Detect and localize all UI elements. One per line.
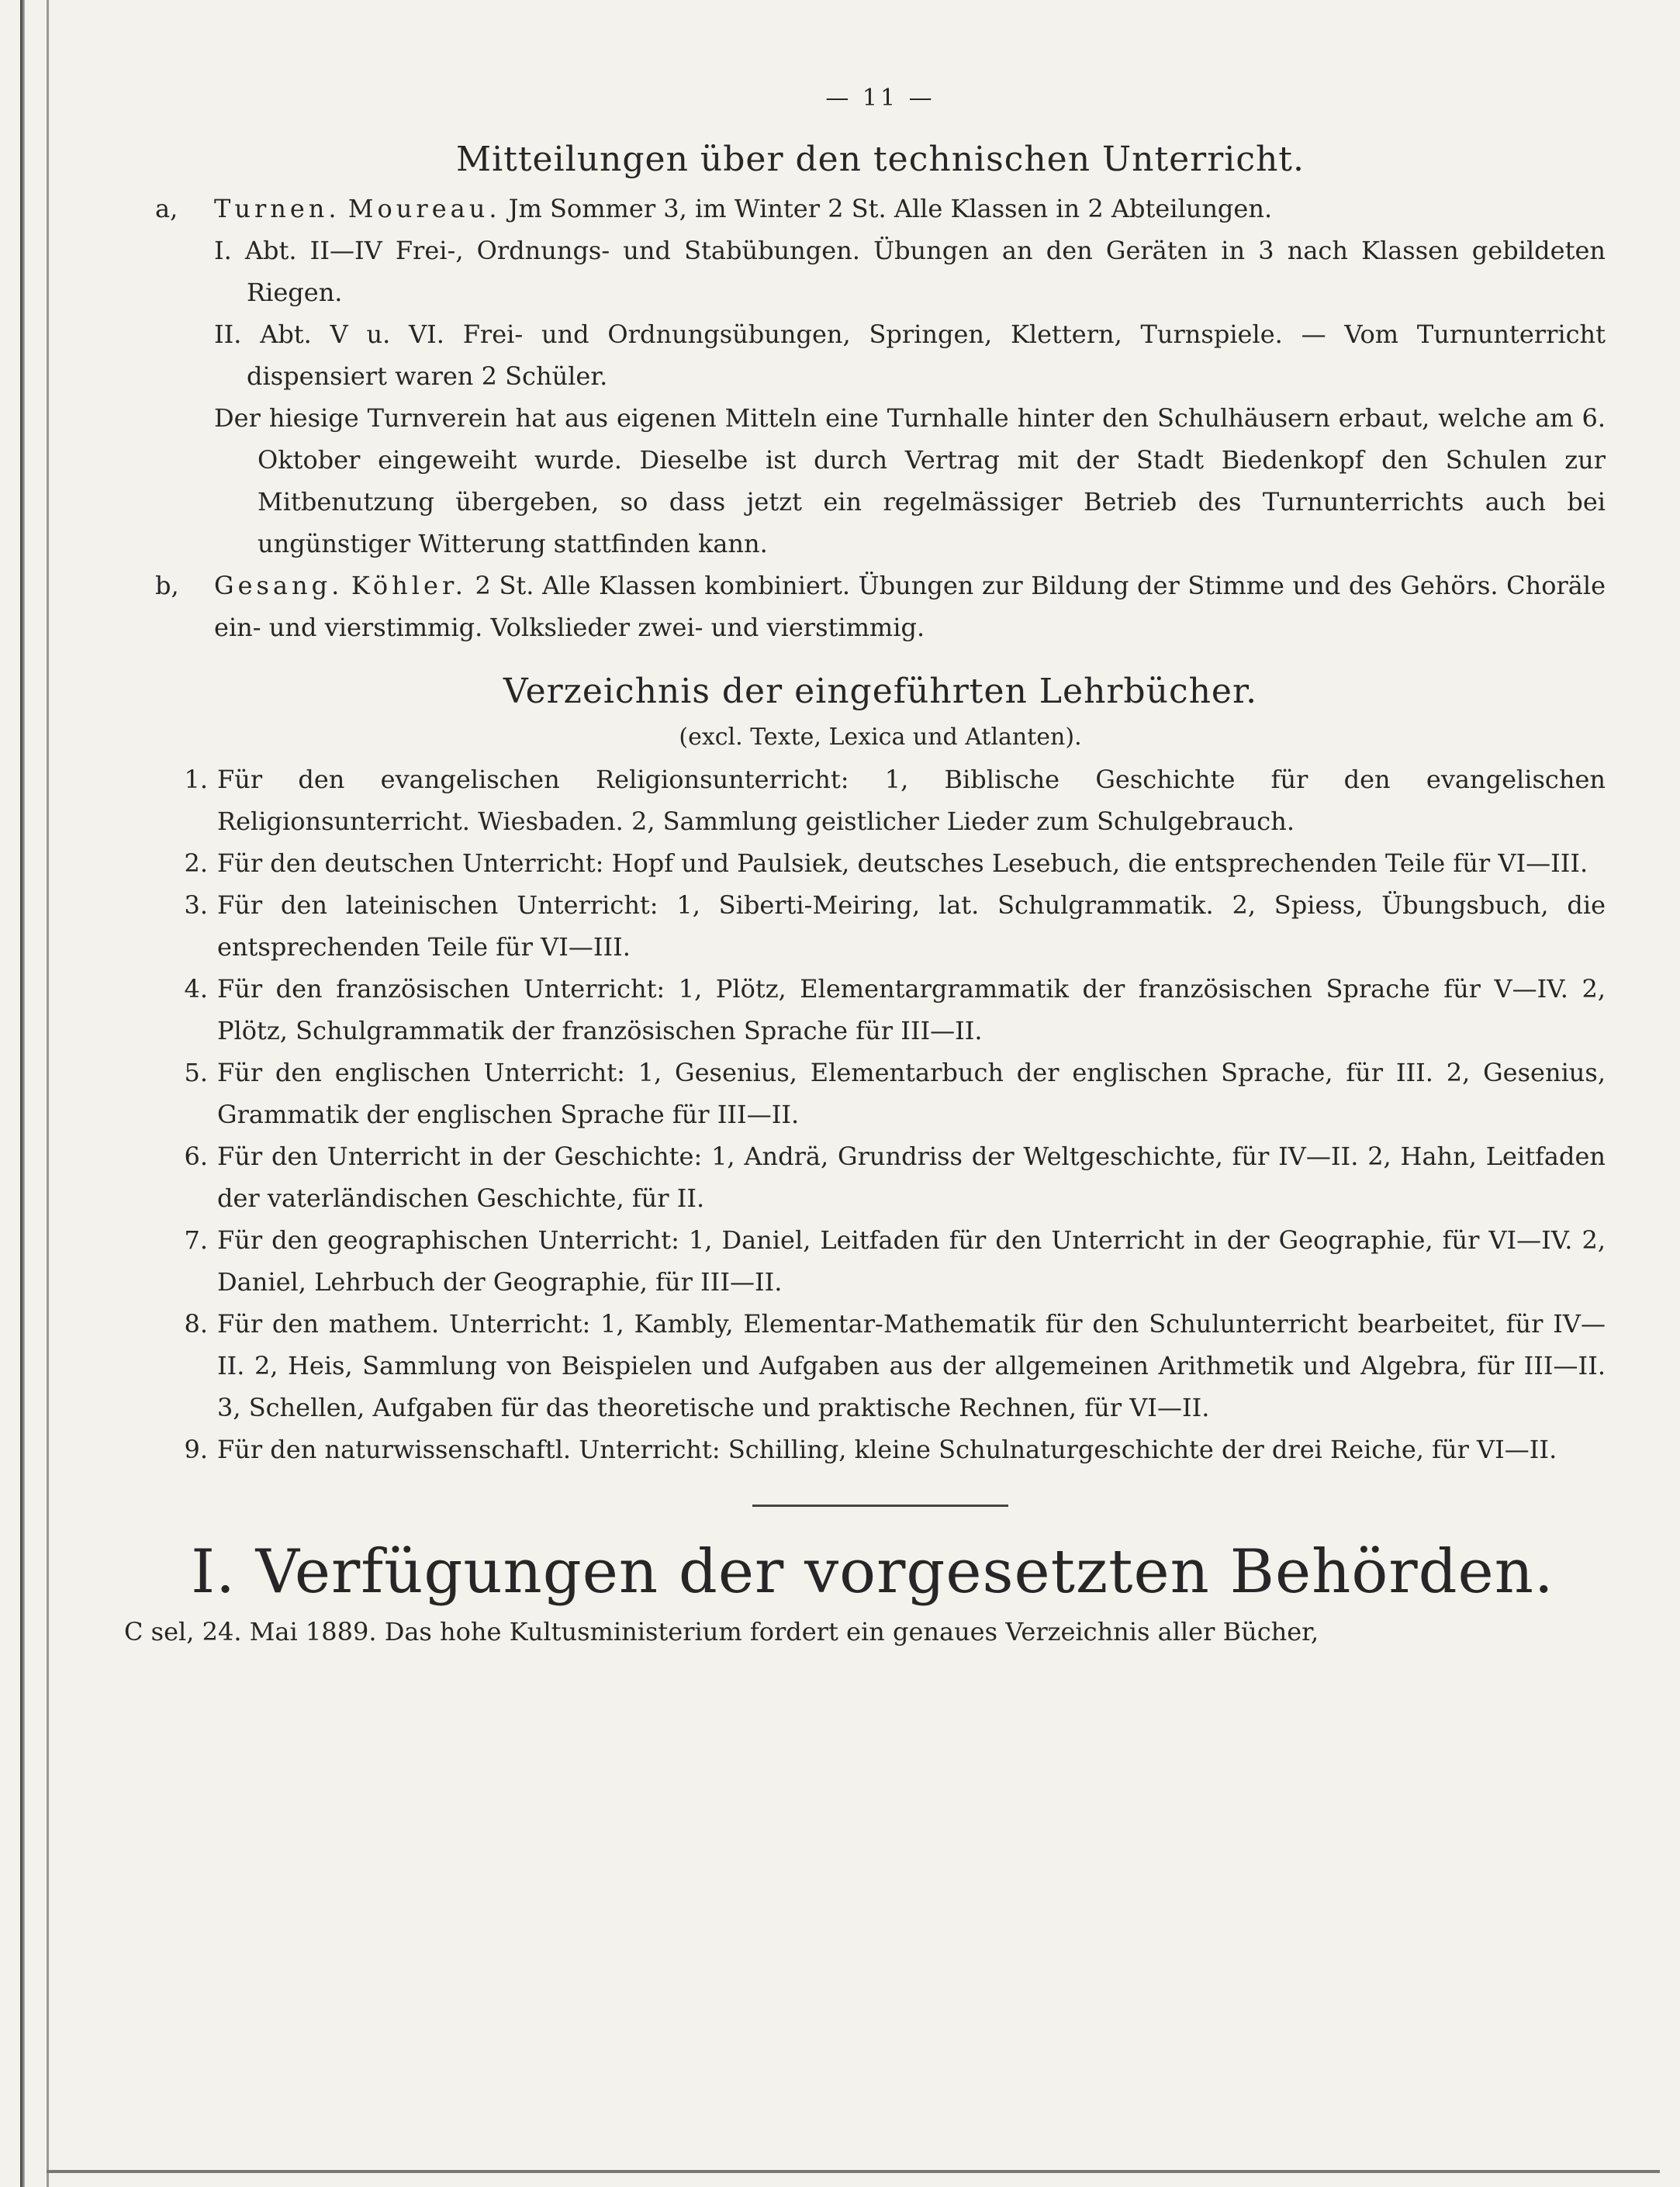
- section-ii-first-line: C sel, 24. Mai 1889. Das hohe Kultusministerium fordert ein genaues Verzeichnis aller Bücher,: [124, 1617, 1319, 1646]
- gesang-teacher: Köhler.: [351, 571, 467, 600]
- page-number: — 11 —: [825, 85, 935, 112]
- gesang-subject: Gesang.: [214, 571, 344, 600]
- list-item-text: Für den evangelischen Religionsunterricht: 1, Biblische Geschichte für den evangelischen Religionsunterricht. Wiesbaden. 2, Sammlung geistlicher Lieder zum Schulgebrauch.: [217, 765, 1606, 836]
- list-item-text: Für den Unterricht in der Geschichte: 1, Andrä, Grundriss der Weltgeschichte, für IV—II. 2, Hahn, Leitfaden der vaterländischen Geschichte, für II.: [217, 1142, 1606, 1213]
- turnen-subject: Turnen.: [214, 194, 340, 223]
- gesang-body: [214, 565, 1606, 648]
- turnen-text: Jm Sommer 3, im Winter 2 St. Alle Klassen in 2 Abteilungen.: [508, 194, 1273, 223]
- list-item: [155, 758, 1606, 842]
- list-item-text: Für den deutschen Unterricht: Hopf und Paulsiek, deutsches Lesebuch, die entsprechenden Teile für VI—III.: [217, 848, 1588, 878]
- list-item-number: 1.: [184, 765, 208, 794]
- list-item-number: 3.: [184, 890, 208, 920]
- scan-left-shadow: [47, 0, 49, 2187]
- list-item: [155, 1303, 1606, 1429]
- section-divider: [752, 1505, 1008, 1507]
- list-item: [155, 884, 1606, 968]
- textbooks-title: Verzeichnis der eingeführten Lehrbücher.: [503, 672, 1258, 711]
- list-item-number: 8.: [184, 1309, 208, 1339]
- turnen-abteilungen: [155, 230, 1606, 397]
- list-item: [155, 1135, 1606, 1219]
- textbook-list: [155, 758, 1606, 1470]
- list-item-text: Für den mathem. Unterricht: 1, Kambly, Elementar-Mathematik für den Schulunterricht bearbeitet, für IV—II. 2, Heis, Sammlung von Beispielen und Aufgaben aus der allgemeinen Arithmetik und Algebra, für III—II. 3, Schellen, Aufgaben für das theoretische und praktische Rechnen, für VI—II.: [217, 1309, 1606, 1422]
- list-item-text: Für den geographischen Unterricht: 1, Daniel, Leitfaden für den Unterricht in der Geographie, für VI—IV. 2, Daniel, Lehrbuch der Geographie, für III—II.: [217, 1225, 1606, 1297]
- scan-left-edge: [20, 0, 25, 2187]
- list-item: [155, 1052, 1606, 1135]
- list-item-number: 2.: [184, 848, 208, 878]
- turnen-abt-2: II. Abt. V u. VI. Frei- und Ordnungsübungen, Springen, Klettern, Turnspiele. — Vom Turnunterricht dispensiert waren 2 Schüler.: [214, 320, 1606, 391]
- list-item-number: 5.: [184, 1058, 208, 1087]
- turnen-marker: a,: [155, 194, 178, 223]
- gesang-paragraph: [155, 565, 1606, 648]
- document-page: [124, 78, 1606, 1653]
- turnhalle-note-text: Der hiesige Turnverein hat aus eigenen Mitteln eine Turnhalle hinter den Schulhäusern erbaut, welche am 6. Oktober eingeweiht wurde. Dieselbe ist durch Vertrag mit der Stadt Biedenkopf den Schulen zur Mitbenutzung übergeben, so dass jetzt ein regelmässiger Betrieb des Turnunterrichts auch bei ungünstiger Witterung stattfinden kann.: [214, 403, 1606, 558]
- gesang-text: 2 St. Alle Klassen kombiniert. Übungen zur Bildung der Stimme und des Gehörs. Choräle ein- und vierstimmig. Volkslieder zwei- und vierstimmig.: [214, 571, 1606, 642]
- list-item-number: 4.: [184, 974, 208, 1004]
- turnen-abt-1: I. Abt. II—IV Frei-, Ordnungs- und Stabübungen. Übungen an den Geräten in 3 nach Klassen gebildeten Riegen.: [214, 236, 1606, 307]
- scan-bottom-edge: [47, 2170, 1660, 2173]
- list-item-text: Für den naturwissenschaftl. Unterricht: Schilling, kleine Schulnaturgeschichte der drei Reiche, für VI—II.: [217, 1435, 1557, 1464]
- list-item: [155, 1429, 1606, 1470]
- technical-section-title: Mitteilungen über den technischen Unterricht.: [456, 140, 1305, 179]
- list-item-text: Für den französischen Unterricht: 1, Plötz, Elementargrammatik der französischen Sprache für V—IV. 2, Plötz, Schulgrammatik der französischen Sprache für III—II.: [217, 974, 1606, 1045]
- list-item-number: 6.: [184, 1142, 208, 1171]
- list-item-number: 7.: [184, 1225, 208, 1255]
- turnhalle-note: [155, 397, 1606, 565]
- list-item: [155, 1219, 1606, 1303]
- gesang-marker: b,: [155, 571, 179, 600]
- turnen-paragraph: [155, 188, 1606, 230]
- list-item-text: Für den englischen Unterricht: 1, Gesenius, Elementarbuch der englischen Sprache, für III. 2, Gesenius, Grammatik der englischen Sprache für III—II.: [217, 1058, 1606, 1129]
- list-item: [155, 968, 1606, 1052]
- textbooks-subtitle: (excl. Texte, Lexica und Atlanten).: [679, 724, 1082, 751]
- turnen-teacher: Moureau.: [347, 194, 501, 223]
- section-ii-heading: I. Verfügungen der vorgesetzten Behörden.: [191, 1537, 1554, 1607]
- list-item-text: Für den lateinischen Unterricht: 1, Siberti-Meiring, lat. Schulgrammatik. 2, Spiess, Übungsbuch, die entsprechenden Teile für VI—III.: [217, 890, 1606, 962]
- turnen-body: [214, 188, 1606, 230]
- list-item-number: 9.: [184, 1435, 208, 1464]
- list-item: [155, 842, 1606, 884]
